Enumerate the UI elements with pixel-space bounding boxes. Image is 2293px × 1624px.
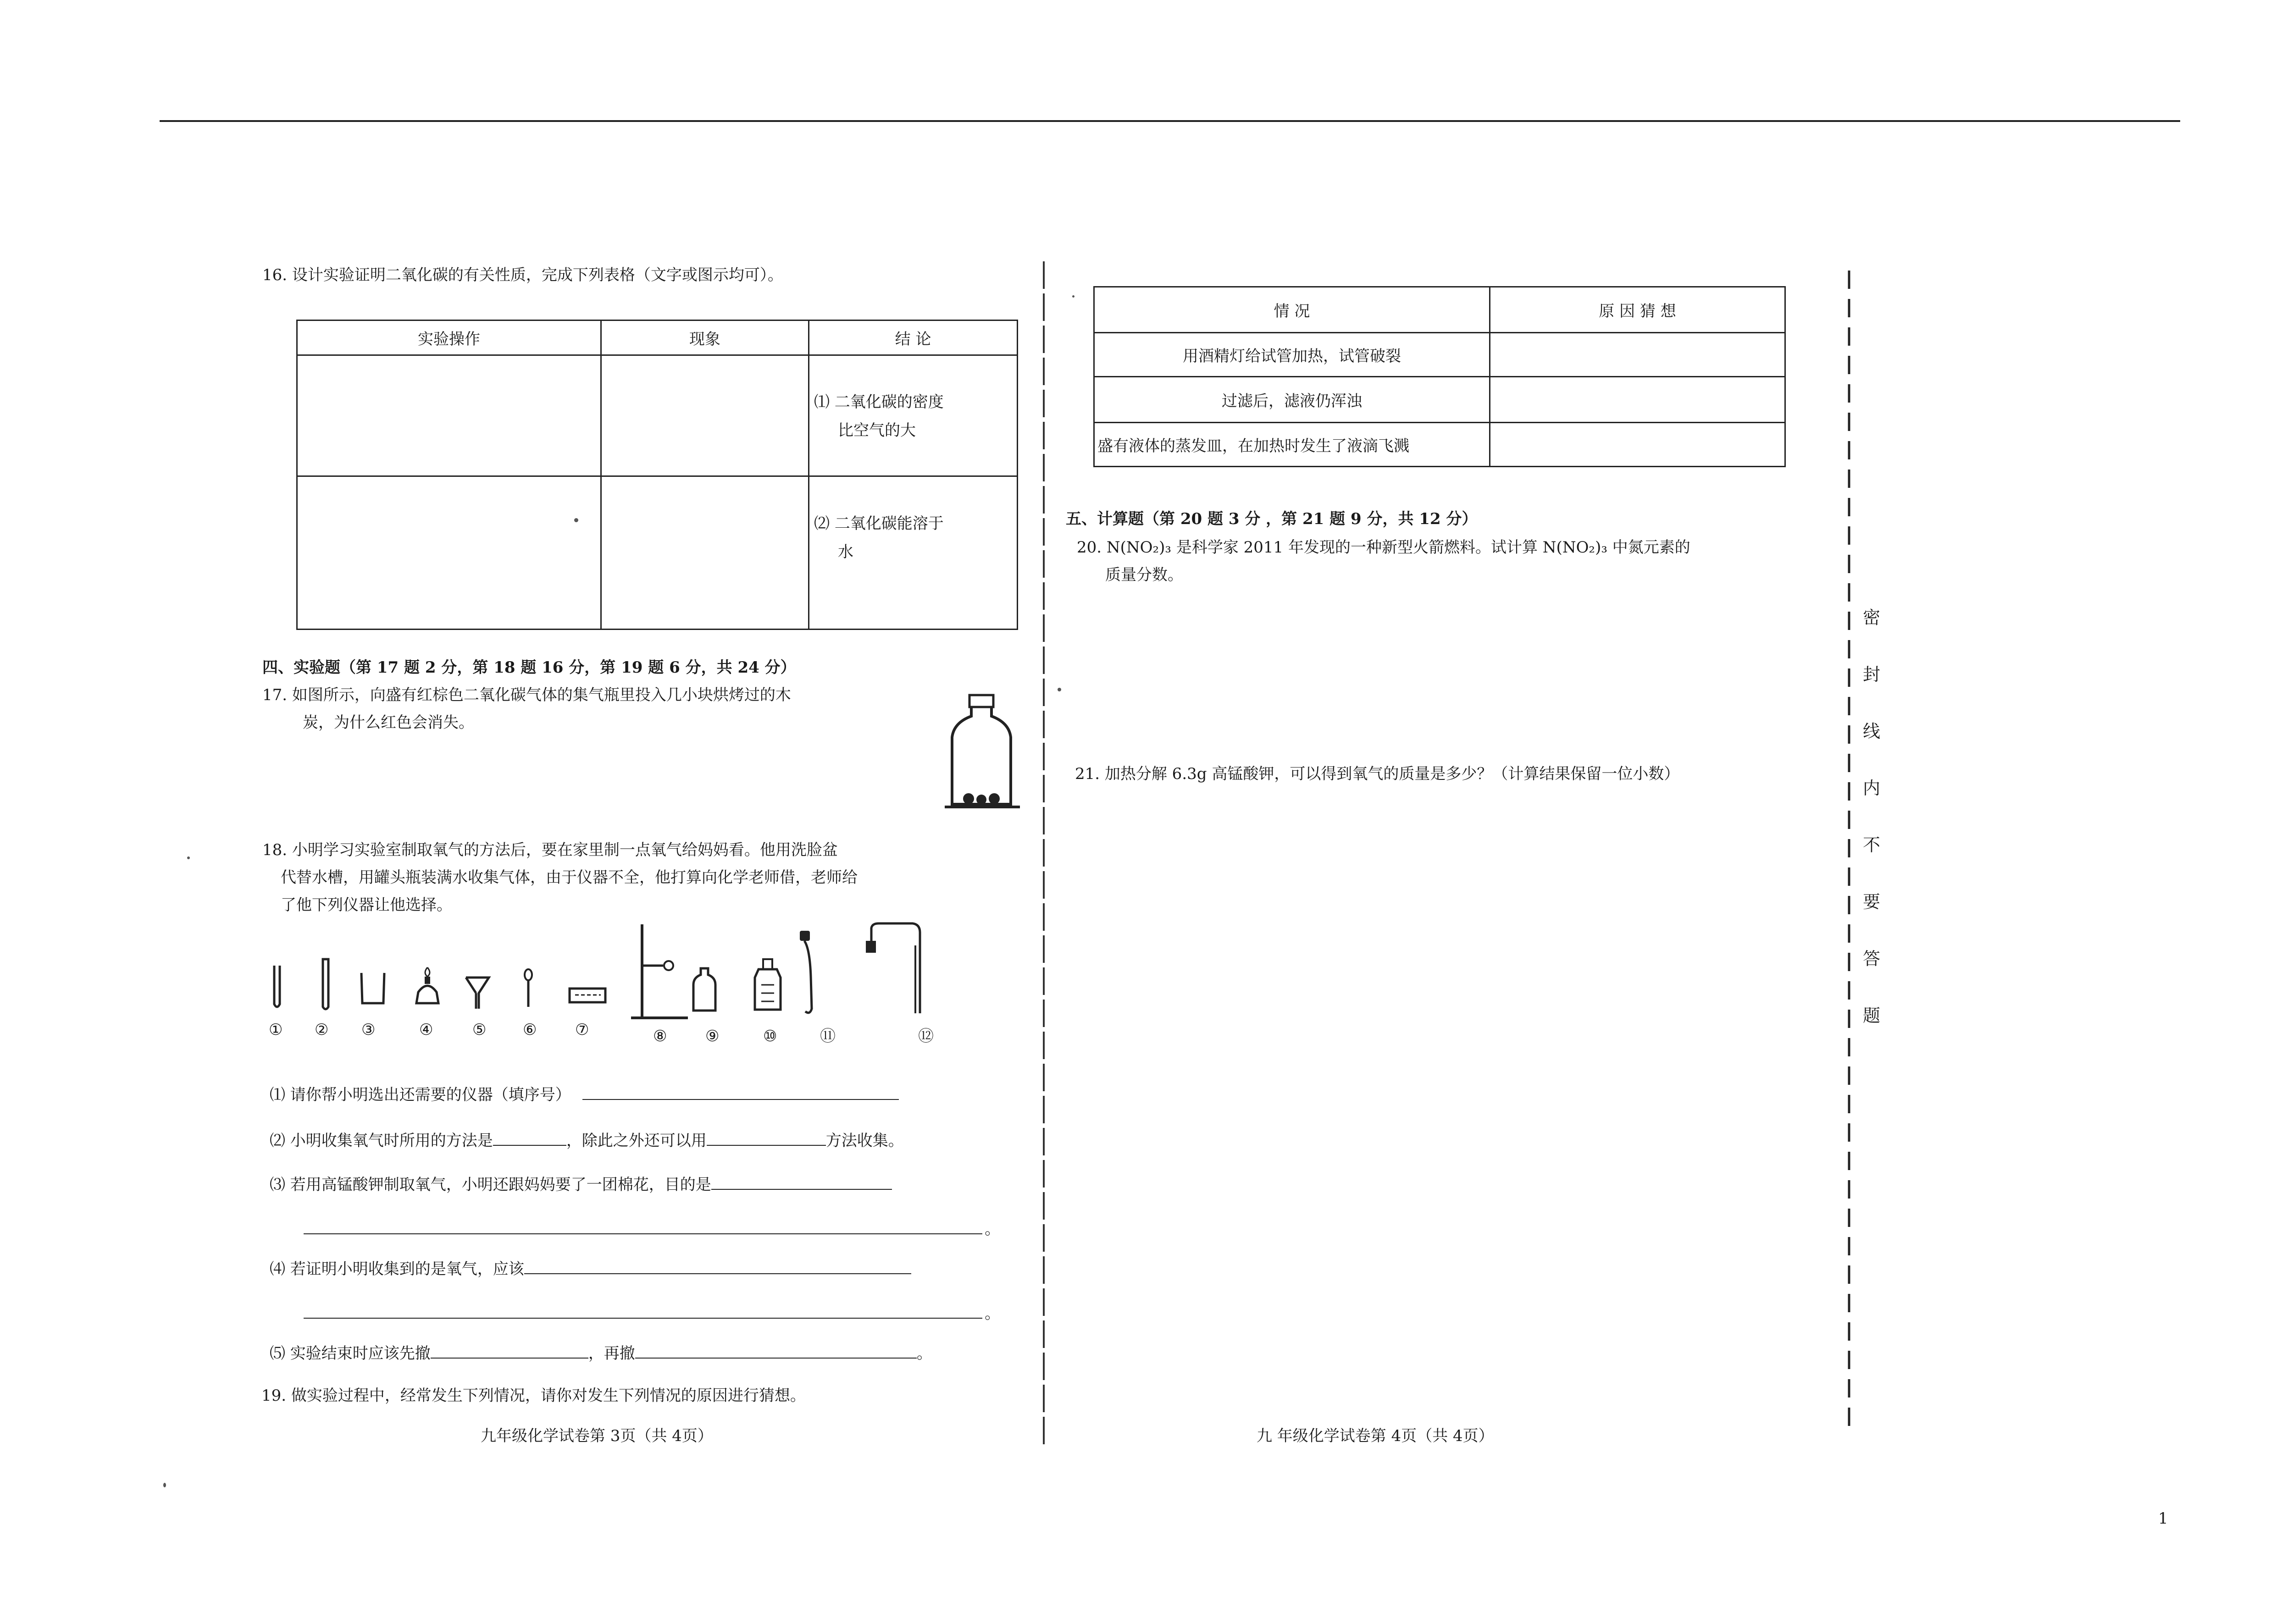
q16-header-conclusion: 结 论 — [809, 320, 1018, 355]
charcoal-piece — [976, 795, 986, 805]
q19-stem: 19. 做实验过程中，经常发生下列情况，请你对发生下列情况的原因进行猜想。 — [261, 1386, 806, 1405]
charcoal-piece — [989, 793, 1000, 804]
q18-sub2-alt-method-blank[interactable] — [707, 1145, 826, 1146]
q18-sub3-line2 — [304, 1215, 1000, 1239]
section4-heading: 四、实验题（第 17 题 2 分，第 18 题 16 分，第 19 题 6 分，共 24 分） — [262, 658, 796, 677]
dropper-icon — [525, 969, 532, 1007]
apparatus-number-3: ③ — [361, 1021, 376, 1039]
q18-sub4-answer-blank-1[interactable] — [524, 1273, 911, 1274]
water-trough-icon — [570, 989, 605, 1002]
thermometer-icon — [323, 959, 328, 1009]
q18-sub5-end: 。 — [916, 1344, 932, 1363]
seal-char-6: 要 — [1863, 892, 1881, 912]
q20-line2: 质量分数。 — [1105, 566, 1183, 584]
q19-row2-situation: 过滤后，滤液仍浑浊 — [1094, 377, 1490, 423]
q18-sub4-line2 — [304, 1299, 1000, 1324]
q16-row2-conclusion-line2: 水 — [838, 543, 853, 561]
page-number: 1 — [2158, 1509, 2168, 1528]
seal-char-4: 内 — [1863, 778, 1881, 798]
funnel-icon — [466, 978, 489, 1009]
gas-jar-illustration — [936, 692, 1027, 812]
bottle-icon — [693, 968, 715, 1011]
footer-left: 九年级化学试卷第 3页（共 4页） — [481, 1427, 713, 1445]
q16-row1-conclusion-line2: 比空气的大 — [838, 421, 916, 440]
q19-row3-reason-cell[interactable] — [1490, 423, 1785, 467]
q18-sub1-text: ⑴ 请你帮小明选出还需要的仪器（填序号） — [270, 1086, 571, 1104]
q16-row1-phenomenon-cell[interactable] — [601, 355, 809, 476]
q18-sub4 — [270, 1259, 911, 1279]
iron-stand-icon — [631, 924, 688, 1018]
q18-sub1-answer-blank[interactable] — [582, 1099, 899, 1100]
q21-stem: 21. 加热分解 6.3g 高锰酸钾，可以得到氧气的质量是多少？（计算结果保留一位小数） — [1075, 765, 1680, 783]
scan-speck — [1058, 688, 1061, 691]
q18-sub5 — [270, 1343, 932, 1364]
q18-sub2-text-b: ，除此之外还可以用 — [566, 1132, 707, 1150]
q16-row1-conclusion-line1: ⑴ 二氧化碳的密度 — [814, 392, 944, 411]
q16-header-phenomenon: 现象 — [601, 320, 809, 355]
q18-sub5-first-blank[interactable] — [431, 1358, 588, 1359]
q18-sub5-second-blank[interactable] — [635, 1358, 917, 1359]
q18-sub5-text-a: ⑸ 实验结束时应该先撤 — [270, 1344, 431, 1363]
apparatus-number-11: ⑪ — [820, 1027, 836, 1045]
q16-header-operation: 实验操作 — [297, 320, 601, 355]
scan-speck — [574, 518, 578, 522]
q18-sub4-answer-blank-2[interactable] — [304, 1299, 982, 1319]
q19-header-situation: 情 况 — [1094, 287, 1490, 333]
q18-sub2-text-a: ⑵ 小明收集氧气时所用的方法是 — [270, 1132, 493, 1150]
q19-row3-situation: 盛有液体的蒸发皿，在加热时发生了液滴飞溅 — [1094, 423, 1490, 467]
q18-sub2-text-c: 方法收集。 — [825, 1132, 904, 1150]
scan-speck — [163, 1483, 166, 1487]
seal-char-7: 答 — [1863, 949, 1881, 969]
seal-char-3: 线 — [1863, 721, 1881, 741]
gas-bottle-icon — [755, 959, 781, 1010]
q18-sub2-method-blank[interactable] — [493, 1145, 566, 1146]
apparatus-number-7: ⑦ — [575, 1021, 589, 1039]
q19-row2-reason-cell[interactable] — [1490, 377, 1785, 423]
apparatus-number-4: ④ — [419, 1021, 433, 1039]
bent-tube-icon — [800, 931, 812, 1013]
q16-row2-conclusion — [809, 476, 1018, 630]
q16-row2-operation-cell[interactable] — [297, 476, 601, 630]
apparatus-number-6: ⑥ — [523, 1021, 537, 1039]
delivery-tube-icon — [866, 923, 920, 1013]
q18-sub5-text-b: ，再撤 — [588, 1344, 635, 1363]
seal-char-5: 不 — [1863, 835, 1881, 855]
q18-sub4-end: 。 — [985, 1304, 1001, 1323]
test-tube-icon — [274, 966, 280, 1007]
q18-sub1 — [270, 1085, 899, 1105]
seal-dashed-line — [1847, 271, 1851, 1431]
q18-line2: 代替水槽，用罐头瓶装满水收集气体，由于仪器不全，他打算向化学老师借，老师给 — [281, 868, 858, 887]
q18-line1: 18. 小明学习实验室制取氧气的方法后，要在家里制一点氧气给妈妈看。他用洗脸盆 — [262, 841, 838, 859]
q18-sub3-end: 。 — [985, 1220, 1001, 1238]
q18-sub2 — [270, 1131, 904, 1151]
apparatus-illustrations — [261, 922, 968, 1027]
seal-char-1: 密 — [1863, 608, 1881, 628]
q16-row1-operation-cell[interactable] — [297, 355, 601, 476]
q16-row2-conclusion-line1: ⑵ 二氧化碳能溶于 — [814, 514, 944, 533]
alcohol-lamp-icon — [416, 967, 438, 1003]
apparatus-number-9: ⑨ — [705, 1027, 720, 1045]
q18-sub3-answer-blank-1[interactable] — [711, 1189, 892, 1190]
q17-line1: 17. 如图所示，向盛有红棕色二氧化碳气体的集气瓶里投入几小块烘烤过的木 — [262, 686, 791, 704]
seal-char-8: 题 — [1863, 1005, 1881, 1026]
q20-line1: 20. N(NO₂)₃ 是科学家 2011 年发现的一种新型火箭燃料。试计算 N(NO₂)₃ 中氮元素的 — [1077, 538, 1690, 557]
q18-sub3-text: ⑶ 若用高锰酸钾制取氧气，小明还跟妈妈要了一团棉花，目的是 — [270, 1176, 711, 1194]
scan-speck — [1072, 295, 1074, 298]
apparatus-number-2: ② — [315, 1021, 329, 1039]
q18-sub3-answer-blank-2[interactable] — [304, 1215, 982, 1234]
apparatus-number-5: ⑤ — [472, 1021, 487, 1039]
seal-char-2: 封 — [1863, 664, 1881, 685]
apparatus-number-1: ① — [269, 1021, 283, 1039]
q19-table — [1093, 286, 1786, 467]
q17-line2: 炭，为什么红色会消失。 — [303, 713, 474, 732]
q16-row2-phenomenon-cell[interactable] — [601, 476, 809, 630]
top-rule — [160, 120, 2180, 122]
q19-row1-situation: 用酒精灯给试管加热，试管破裂 — [1094, 333, 1490, 377]
charcoal-piece — [963, 793, 974, 804]
footer-right: 九 年级化学试卷第 4页（共 4页） — [1257, 1427, 1494, 1445]
q16-row1-conclusion — [809, 355, 1018, 476]
section5-heading: 五、计算题（第 20 题 3 分 ，第 21 题 9 分，共 12 分） — [1066, 510, 1478, 528]
q16-stem: 16. 设计实验证明二氧化碳的有关性质，完成下列表格（文字或图示均可）。 — [262, 266, 783, 284]
q19-header-reason: 原 因 猜 想 — [1490, 287, 1785, 333]
page-divider — [1042, 261, 1046, 1444]
q18-sub3 — [270, 1175, 892, 1195]
beaker-icon — [361, 973, 384, 1003]
apparatus-number-12: ⑫ — [918, 1027, 934, 1045]
q18-line3: 了他下列仪器让他选择。 — [281, 896, 452, 914]
q19-row1-reason-cell[interactable] — [1490, 333, 1785, 377]
apparatus-number-8: ⑧ — [653, 1027, 667, 1045]
q16-table — [296, 320, 1018, 630]
apparatus-number-10: ⑩ — [763, 1027, 777, 1045]
scan-speck — [187, 856, 190, 859]
q18-sub4-text: ⑷ 若证明小明收集到的是氧气，应该 — [270, 1260, 524, 1278]
